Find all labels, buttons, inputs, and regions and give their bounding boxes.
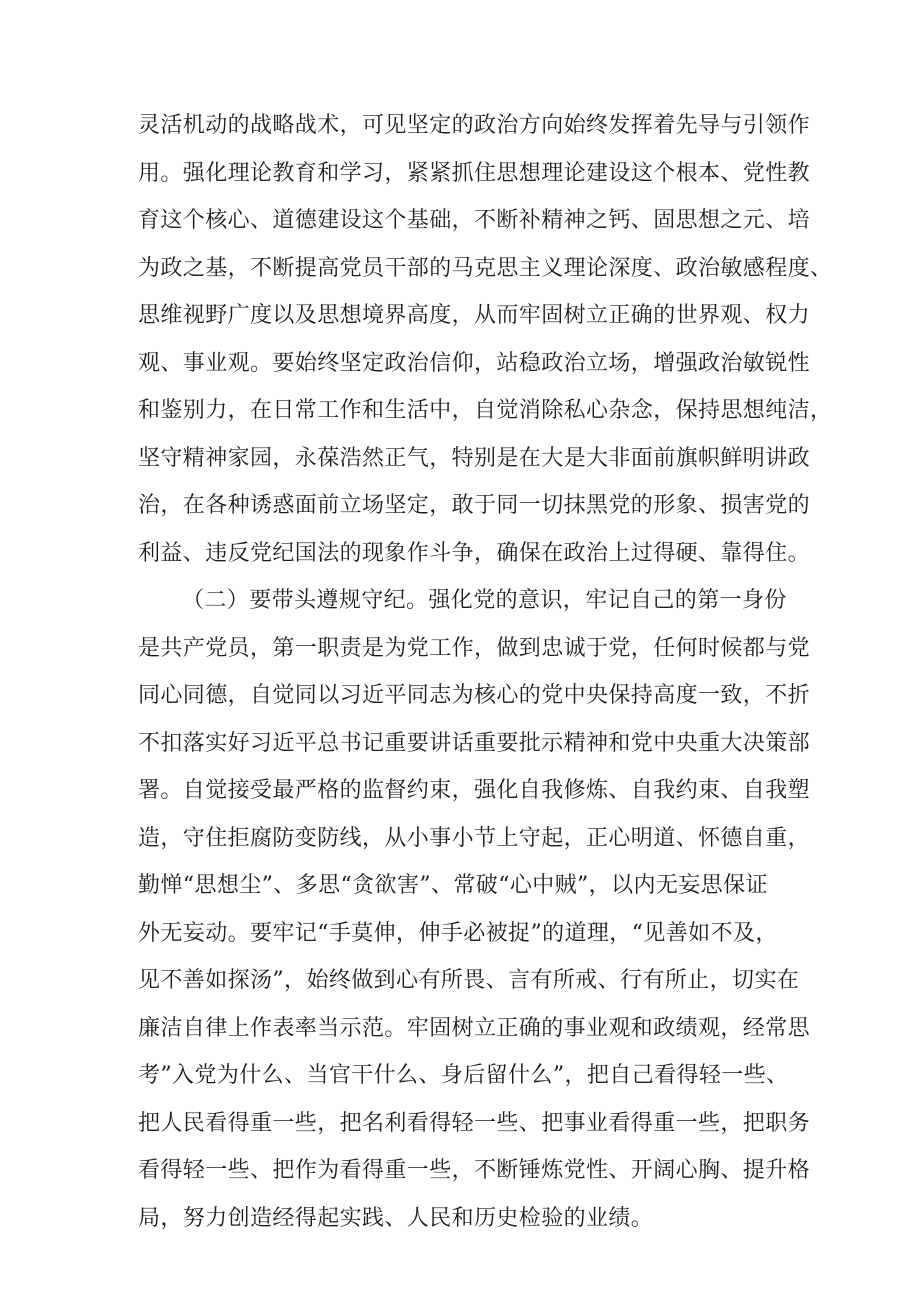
text-line: 用。强化理论教育和学习，紧紧抓住思想理论建设这个根本、党性教 [138,161,811,186]
text-line: 利益、违反党纪国法的现象作斗争，确保在政治上过得硬、靠得住。 [138,541,811,566]
text-line: 治，在各种诱惑面前立场坚定，敢于同一切抹黑党的形象、损害党的 [138,493,811,518]
text-line: 同心同德，自觉同以习近平同志为核心的党中央保持高度一致，不折 [138,683,811,708]
text-line: 造，守住拒腐防变防线，从小事小节上守起，正心明道、怀德自重， [138,826,811,851]
text-line: 坚守精神家园，永葆浩然正气，特别是在大是大非面前旗帜鲜明讲政 [138,446,811,471]
text-line: 看得轻一些、把作为看得重一些，不断锤炼党性、开阔心胸、提升格 [138,1158,811,1183]
text-line: 勤惮“思想尘”、多思“贪欲害”、常破“心中贼”，以内无妄思保证 [138,873,768,898]
text-line: 育这个核心、道德建设这个基础，不断补精神之钙、固思想之元、培 [138,208,811,233]
text-line: 为政之基，不断提高党员干部的马克思主义理论深度、政治敏感程度、 [138,256,833,281]
text-line: 不扣落实好习近平总书记重要讲话重要批示精神和党中央重大决策部 [138,731,811,756]
text-line: 把人民看得重一些，把名利看得轻一些、把事业看得重一些，把职务 [138,1111,811,1136]
text-line: 署。自觉接受最严格的监督约束，强化自我修炼、自我约束、自我塑 [138,778,811,803]
text-line: 廉洁自律上作表率当示范。牢固树立正确的事业观和政绩观，经常思 [138,1016,811,1041]
text-line: 观、事业观。要始终坚定政治信仰，站稳政治立场，增强政治敏锐性 [138,351,811,376]
text-line: 见不善如探汤”，始终做到心有所畏、言有所戒、行有所止，切实在 [138,968,800,993]
text-line: 灵活机动的战略战术，可见坚定的政治方向始终发挥着先导与引领作 [138,113,811,138]
text-line: 局，努力创造经得起实践、人民和历史检验的业绩。 [138,1206,654,1231]
text-line: 考”入党为什么、当官干什么、身后留什么”，把自己看得轻一些、 [138,1063,789,1088]
text-line: 外无妄动。要牢记“手莫伸，伸手必被捉”的道理，“见善如不及， [138,921,778,946]
text-line: 思维视野广度以及思想境界高度，从而牢固树立正确的世界观、权力 [138,303,811,328]
text-line: 是共产党员，第一职责是为党工作，做到忠诚于党，任何时候都与党 [138,636,811,661]
section-heading-line: （二）要带头遵规守纪。强化党的意识，牢记自己的第一身份 [182,588,787,613]
text-line: 和鉴别力，在日常工作和生活中，自觉消除私心杂念，保持思想纯洁， [138,398,833,423]
